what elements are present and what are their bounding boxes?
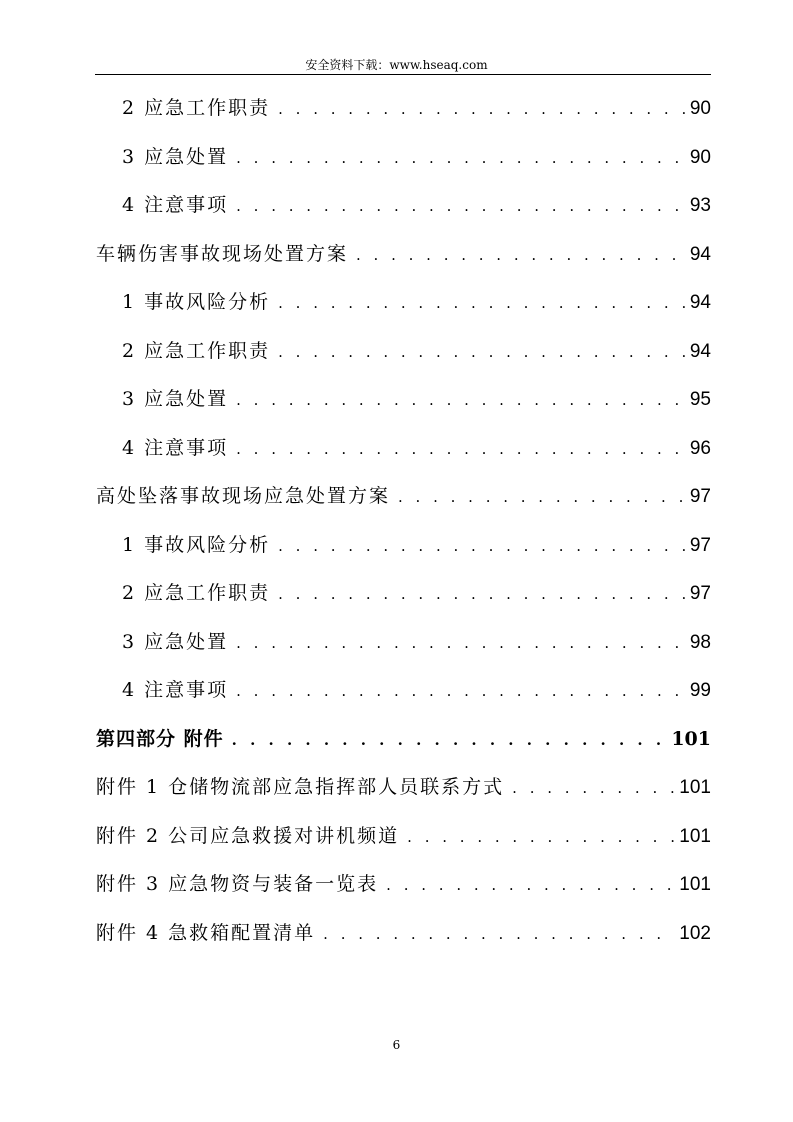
- toc-entry-page: 101: [679, 874, 711, 895]
- toc-entry-title: 2 应急工作职责: [122, 97, 271, 119]
- toc-entry-page: 93: [689, 195, 711, 216]
- toc-entry-page: 98: [689, 631, 711, 653]
- toc-dot-leader: [236, 619, 686, 668]
- toc-dot-leader: [407, 813, 675, 862]
- toc-entry-page: 95: [689, 389, 711, 410]
- toc-entry-page: 90: [689, 98, 711, 119]
- toc-entry[interactable]: [96, 521, 711, 570]
- toc-entry[interactable]: [96, 812, 711, 861]
- toc-entry[interactable]: [96, 860, 711, 909]
- toc-entry-page: 96: [689, 437, 711, 459]
- toc-entry-title: 3 应急处置: [122, 630, 229, 653]
- toc-dot-leader: [323, 910, 675, 959]
- page-number: 6: [392, 1038, 401, 1052]
- toc-entry-title: 4 注意事项: [122, 436, 229, 459]
- toc-dot-leader: [386, 861, 675, 910]
- toc-entry-page: 102: [679, 922, 711, 944]
- toc-entry-title: 2 应急工作职责: [122, 582, 271, 604]
- toc-entry-page: 101: [671, 727, 711, 750]
- toc-entry-page: 94: [689, 243, 711, 265]
- toc-entry-title: 2 应急工作职责: [122, 339, 271, 362]
- toc-entry-title: 附件 1 仓储物流部应急指挥部人员联系方式: [96, 776, 505, 798]
- toc-entry-title: 1 事故风险分析: [122, 291, 271, 313]
- toc-entry[interactable]: [96, 327, 711, 376]
- toc-entry-page: 97: [689, 486, 711, 507]
- toc-entry-title: 附件 3 应急物资与装备一览表: [96, 873, 379, 895]
- toc-entry[interactable]: [96, 472, 711, 521]
- toc-dot-leader: [278, 570, 686, 619]
- toc-dot-leader: [236, 134, 686, 183]
- toc-entry[interactable]: [96, 715, 711, 764]
- toc-entry-page: 94: [689, 292, 711, 313]
- toc-entry[interactable]: [96, 278, 711, 327]
- toc-dot-leader: [236, 182, 686, 231]
- toc-entry-page: 97: [689, 583, 711, 604]
- toc-dot-leader: [398, 473, 686, 522]
- page-header: 安全资料下载：www.hseaq.com: [305, 58, 488, 72]
- toc-entry-title: 4 注意事项: [122, 679, 229, 701]
- toc-dot-leader: [236, 425, 686, 474]
- toc-dot-leader: [278, 522, 686, 571]
- toc-entry[interactable]: [96, 618, 711, 667]
- toc-entry[interactable]: [96, 666, 711, 715]
- toc-entry[interactable]: [96, 84, 711, 133]
- toc-entry-page: 99: [689, 680, 711, 701]
- toc-entry-title: 4 注意事项: [122, 194, 229, 216]
- toc-entry[interactable]: [96, 909, 711, 958]
- header-divider: [95, 74, 711, 75]
- toc-entry-title: 1 事故风险分析: [122, 533, 271, 556]
- toc-dot-leader: [512, 764, 675, 813]
- toc-entry-title: 3 应急处置: [122, 145, 229, 168]
- toc-entry-page: 101: [679, 825, 711, 847]
- toc-entry-page: 90: [689, 146, 711, 168]
- toc-entry-page: 94: [689, 340, 711, 362]
- toc-dot-leader: [232, 716, 668, 765]
- toc-entry-title: 3 应急处置: [122, 388, 229, 410]
- toc-entry[interactable]: [96, 375, 711, 424]
- toc-entry[interactable]: [96, 424, 711, 473]
- table-of-contents: [96, 84, 711, 957]
- toc-dot-leader: [278, 279, 686, 328]
- toc-entry[interactable]: [96, 569, 711, 618]
- toc-entry-title: 第四部分 附件: [96, 727, 224, 750]
- toc-entry[interactable]: [96, 230, 711, 279]
- toc-dot-leader: [236, 667, 686, 716]
- toc-dot-leader: [356, 231, 686, 280]
- toc-entry-title: 车辆伤害事故现场处置方案: [96, 242, 349, 265]
- toc-entry-page: 101: [679, 777, 711, 798]
- toc-entry-title: 高处坠落事故现场应急处置方案: [96, 485, 391, 507]
- toc-dot-leader: [278, 328, 686, 377]
- toc-entry-page: 97: [689, 534, 711, 556]
- toc-entry[interactable]: [96, 763, 711, 812]
- toc-entry-title: 附件 4 急救箱配置清单: [96, 921, 316, 944]
- toc-dot-leader: [236, 376, 686, 425]
- toc-entry-title: 附件 2 公司应急救援对讲机频道: [96, 824, 400, 847]
- toc-dot-leader: [278, 85, 686, 134]
- toc-entry[interactable]: [96, 133, 711, 182]
- toc-entry[interactable]: [96, 181, 711, 230]
